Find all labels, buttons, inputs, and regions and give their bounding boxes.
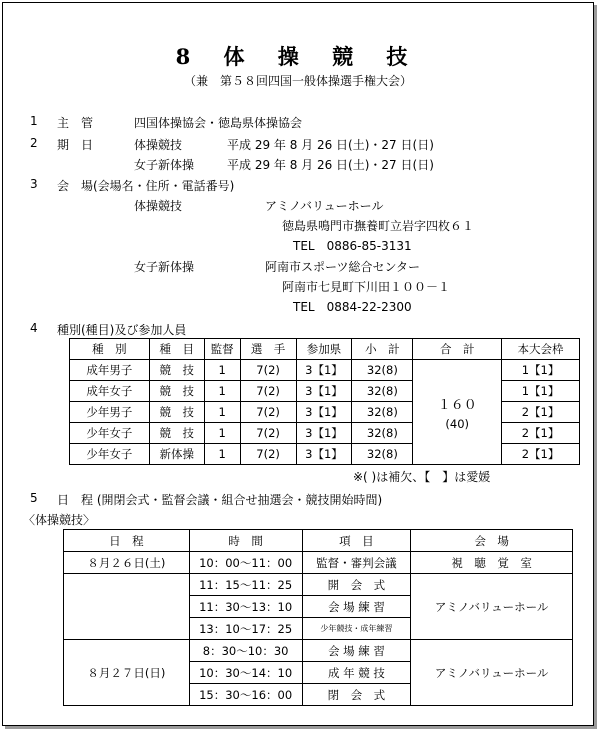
time-cell: 10：30～14：10 (189, 662, 302, 684)
time-cell: 8：30～10：30 (189, 640, 302, 662)
prefs-cell: 3【1】 (296, 444, 352, 465)
table-header-row (70, 339, 580, 360)
section-1-value: 四国体操協会・徳島県体操協会 (134, 116, 303, 130)
header-cell: 選 手 (240, 339, 296, 360)
page-subtitle: （兼 第５８回四国一般体操選手権大会） (183, 74, 412, 88)
item-cell: 成 年 競 技 (302, 662, 411, 684)
prefs-cell: 3【1】 (296, 360, 352, 381)
header-cell: 監督 (204, 339, 240, 360)
event-cell: 競 技 (149, 402, 204, 423)
item-cell: 会 場 練 習 (302, 596, 411, 618)
header-cell: 本大会枠 (502, 339, 580, 360)
subtotal-cell: 32(8) (352, 423, 413, 444)
athletes-cell: 7(2) (240, 360, 296, 381)
section-5-number: 5 (30, 491, 38, 505)
venue-event: 女子新体操 (134, 260, 195, 274)
header-cell: 小 計 (352, 339, 413, 360)
time-cell: 10：00～11：00 (189, 552, 302, 574)
subtotal-cell: 32(8) (352, 360, 413, 381)
type-cell: 少年女子 (70, 423, 150, 444)
header-cell: 会 場 (411, 530, 573, 552)
subtotal-cell: 32(8) (352, 402, 413, 423)
event-cell: 競 技 (149, 423, 204, 444)
schedule-date: 平成 29 年 8 月 26 日(土)・27 日(日) (227, 138, 434, 152)
venue-tel: TEL 0886-85-3131 (293, 239, 412, 253)
table-row (70, 360, 580, 381)
time-cell: 11：30～13：10 (189, 596, 302, 618)
schedule-event: 体操競技 (134, 138, 183, 152)
item-cell: 少年競技・成年練習 (302, 618, 411, 640)
section-4-number: 4 (30, 321, 38, 335)
section-1-label: 主 管 (57, 116, 94, 130)
venue-tel: TEL 0884-22-2300 (293, 300, 412, 314)
quota-cell: 2【1】 (502, 402, 580, 423)
program-table (63, 529, 573, 706)
section-3-label: 会 場(会場名・住所・電話番号) (57, 179, 235, 193)
quota-cell: 1【1】 (502, 381, 580, 402)
athletes-cell: 7(2) (240, 444, 296, 465)
prefs-cell: 3【1】 (296, 423, 352, 444)
type-cell: 成年女子 (70, 381, 150, 402)
time-cell: 15：30～16：00 (189, 684, 302, 706)
athletes-cell: 7(2) (240, 423, 296, 444)
section-4-label: 種別(種目)及び参加人員 (57, 323, 187, 337)
event-cell: 競 技 (149, 381, 204, 402)
venue-name: アミノバリューホール (265, 199, 384, 213)
type-cell: 少年男子 (70, 402, 150, 423)
type-cell: 成年男子 (70, 360, 150, 381)
coach-cell: 1 (204, 360, 240, 381)
prefs-cell: 3【1】 (296, 402, 352, 423)
coach-cell: 1 (204, 423, 240, 444)
item-cell: 閉 会 式 (302, 684, 411, 706)
coach-cell: 1 (204, 444, 240, 465)
venue-event: 体操競技 (134, 199, 183, 213)
subtotal-cell: 32(8) (352, 444, 413, 465)
table-row (70, 423, 580, 444)
section-1-number: 1 (30, 114, 38, 128)
header-cell: 種 目 (149, 339, 204, 360)
venue-cell: 視 聴 覚 室 (411, 552, 573, 574)
header-cell: 日 程 (64, 530, 190, 552)
schedule-date: 平成 29 年 8 月 26 日(土)・27 日(日) (227, 158, 434, 172)
item-cell: 監督・審判会議 (302, 552, 411, 574)
total-substitutes: (40) (445, 416, 469, 431)
venue-name: 阿南市スポーツ総合センター (265, 260, 421, 274)
header-cell: 合 計 (413, 339, 502, 360)
event-cell: 競 技 (149, 360, 204, 381)
table-row (64, 640, 573, 662)
total-cell (413, 360, 502, 465)
header-cell: 参加県 (296, 339, 352, 360)
table-row (70, 381, 580, 402)
item-cell: 開 会 式 (302, 574, 411, 596)
table-row (64, 552, 573, 574)
quota-cell: 2【1】 (502, 444, 580, 465)
athletes-cell: 7(2) (240, 402, 296, 423)
venue-cell: アミノバリューホール (411, 640, 573, 706)
quota-cell: 1【1】 (502, 360, 580, 381)
page-title: 8 体 操 競 技 (175, 44, 421, 69)
coach-cell: 1 (204, 381, 240, 402)
date-cell: ８月２６日(土) (64, 552, 190, 574)
venue-address: 阿南市七見町下川田１００－１ (282, 280, 451, 294)
header-cell: 時 間 (189, 530, 302, 552)
prefs-cell: 3【1】 (296, 381, 352, 402)
participants-table (69, 338, 580, 465)
table-row (64, 574, 573, 596)
date-cell: ８月２７日(日) (64, 640, 190, 706)
quota-cell: 2【1】 (502, 423, 580, 444)
venue-cell: アミノバリューホール (411, 574, 573, 640)
type-cell: 少年女子 (70, 444, 150, 465)
table-header-row (64, 530, 573, 552)
time-cell: 13：10～17：25 (189, 618, 302, 640)
schedule-event: 女子新体操 (134, 158, 195, 172)
total-value: １６０ (437, 397, 477, 413)
header-cell: 種 別 (70, 339, 150, 360)
document-frame (2, 2, 594, 726)
section-2-label: 期 日 (57, 138, 94, 152)
subtotal-cell: 32(8) (352, 381, 413, 402)
item-cell: 会 場 練 習 (302, 640, 411, 662)
table-note: ※( )は補欠、【 】は愛媛 (353, 470, 491, 484)
table-row (70, 444, 580, 465)
section-5-subhead: 〈体操競技〉 (23, 513, 96, 527)
athletes-cell: 7(2) (240, 381, 296, 402)
section-3-number: 3 (30, 177, 38, 191)
venue-address: 徳島県鳴門市撫養町立岩字四枚６１ (282, 219, 475, 233)
time-cell: 11：15～11：25 (189, 574, 302, 596)
coach-cell: 1 (204, 402, 240, 423)
header-cell: 項 目 (302, 530, 411, 552)
section-5-label: 日 程 (開閉会式・監督会議・組合せ抽選会・競技開始時間) (57, 493, 383, 507)
table-row (70, 402, 580, 423)
section-2-number: 2 (30, 136, 38, 150)
event-cell: 新体操 (149, 444, 204, 465)
date-cell (64, 574, 190, 640)
